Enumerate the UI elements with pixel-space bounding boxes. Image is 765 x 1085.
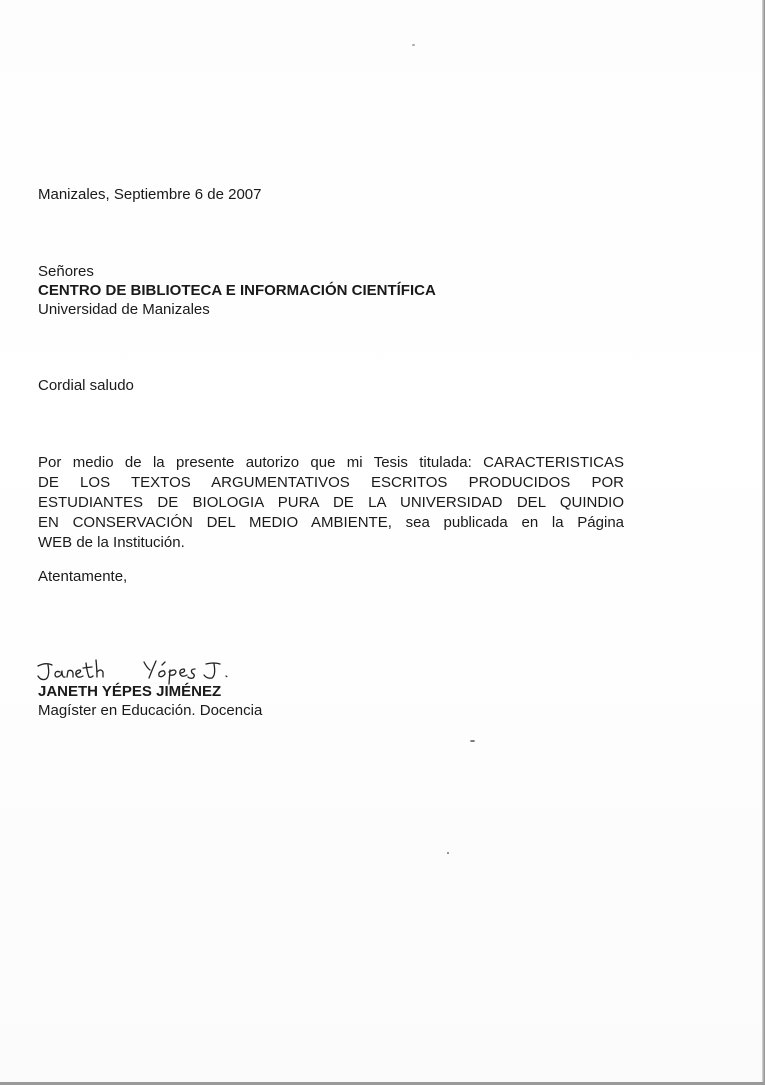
signer-title: Magíster en Educación. Docencia	[38, 702, 263, 719]
scan-speck	[447, 852, 449, 854]
greeting: Cordial saludo	[38, 377, 134, 394]
body-paragraph	[38, 453, 624, 553]
body-line: DE LOS TEXTOS ARGUMENTATIVOS ESCRITOS PRODUCIDOS POR	[38, 474, 624, 491]
body-line: WEB de la Institución.	[38, 534, 185, 551]
date-line: Manizales, Septiembre 6 de 2007	[38, 186, 262, 203]
scan-speck	[412, 44, 415, 46]
scan-speck	[470, 740, 475, 742]
closing: Atentamente,	[38, 568, 128, 585]
body-line: Por medio de la presente autorizo que mi Tesis titulada: CARACTERISTICAS	[38, 454, 624, 471]
recipient-organization: CENTRO DE BIBLIOTECA E INFORMACIÓN CIENTÍFICA	[38, 282, 436, 299]
body-line: ESTUDIANTES DE BIOLOGIA PURA DE LA UNIVERSIDAD DEL QUINDIO	[38, 494, 624, 511]
recipient-university: Universidad de Manizales	[38, 301, 210, 318]
recipient-salutation: Señores	[38, 263, 94, 280]
body-line: EN CONSERVACIÓN DEL MEDIO AMBIENTE, sea publicada en la Página	[38, 514, 624, 531]
signer-name: JANETH YÉPES JIMÉNEZ	[38, 683, 222, 700]
